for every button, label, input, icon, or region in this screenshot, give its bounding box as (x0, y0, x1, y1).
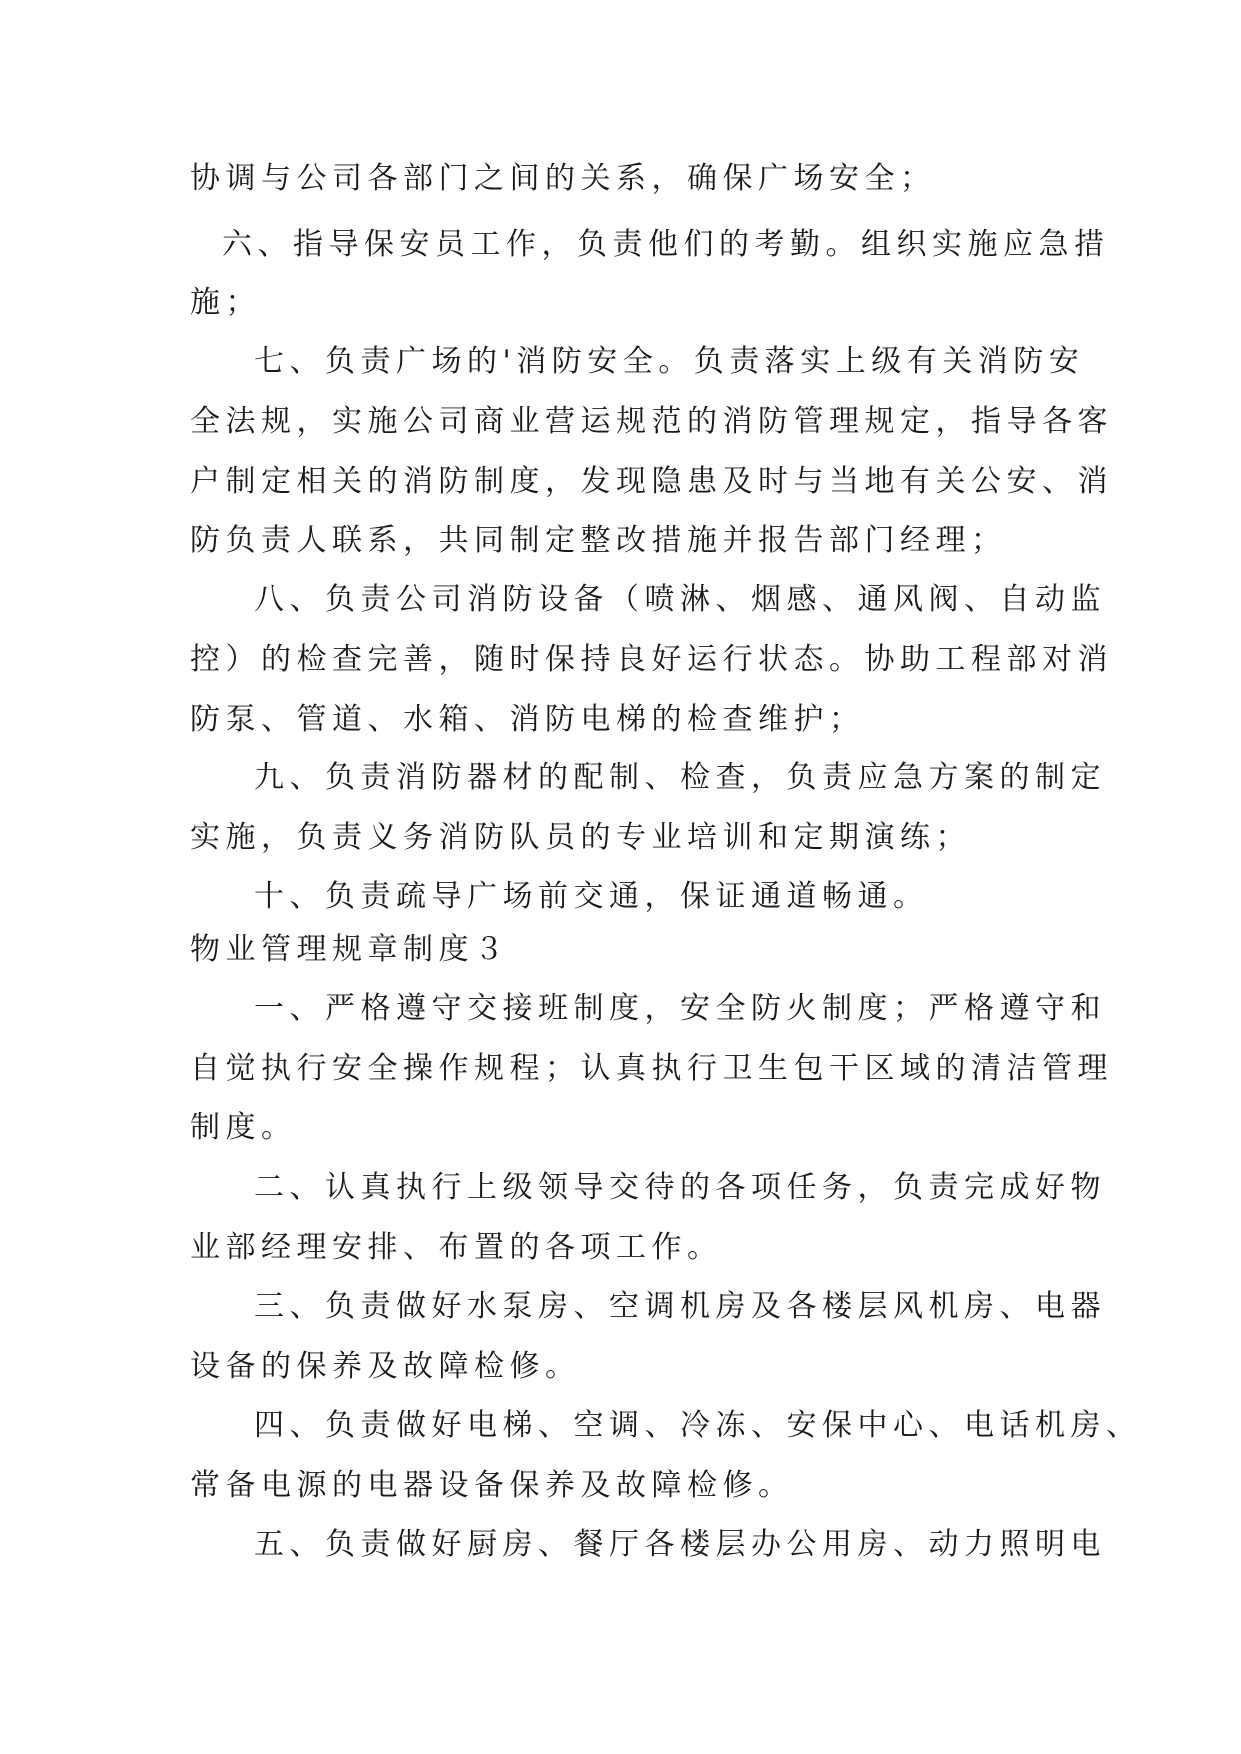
text-line: 七、负责广场的'消防安全。负责落实上级有关消防安 (254, 344, 1085, 379)
text-line: 施； (190, 285, 261, 320)
text-line: 制度。 (190, 1110, 297, 1145)
text-line: 实施，负责义务消防队员的专业培训和定期演练； (190, 820, 971, 855)
text-line: 八、负责公司消防设备（喷淋、烟感、通风阀、自动监 (254, 582, 1106, 617)
text-line: 一、严格遵守交接班制度，安全防火制度；严格遵守和 (254, 991, 1106, 1026)
text-line: 全法规，实施公司商业营运规范的消防管理规定，指导各客 (190, 404, 1113, 439)
text-line: 协调与公司各部门之间的关系，确保广场安全； (190, 161, 936, 196)
text-line: 六、指导保安员工作，负责他们的考勤。组织实施应急措 (222, 227, 1110, 262)
text-line: 自觉执行安全操作规程；认真执行卫生包干区域的清洁管理 (190, 1051, 1113, 1086)
text-line: 十、负责疏导广场前交通，保证通道畅通。 (254, 879, 929, 914)
text-line: 业部经理安排、布置的各项工作。 (190, 1230, 723, 1265)
text-line: 控）的检查完善，随时保持良好运行状态。协助工程部对消 (190, 642, 1113, 677)
section-heading: 物业管理规章制度３ (190, 932, 510, 967)
text-line: 户制定相关的消防制度，发现隐患及时与当地有关公安、消 (190, 464, 1113, 499)
text-line: 设备的保养及故障检修。 (190, 1349, 581, 1384)
text-line: 防负责人联系，共同制定整改措施并报告部门经理； (190, 523, 1007, 558)
text-line: 二、认真执行上级领导交待的各项任务，负责完成好物 (254, 1170, 1106, 1205)
text-line: 防泵、管道、水箱、消防电梯的检查维护； (190, 702, 865, 737)
text-line: 九、负责消防器材的配制、检查，负责应急方案的制定 (254, 760, 1106, 795)
text-line: 三、负责做好水泵房、空调机房及各楼层风机房、电器 (254, 1289, 1106, 1324)
text-line: 五、负责做好厨房、餐厅各楼层办公用房、动力照明电 (254, 1527, 1106, 1562)
text-line: 四、负责做好电梯、空调、冷冻、安保中心、电话机房、 (254, 1408, 1142, 1443)
text-line: 常备电源的电器设备保养及故障检修。 (190, 1468, 794, 1503)
